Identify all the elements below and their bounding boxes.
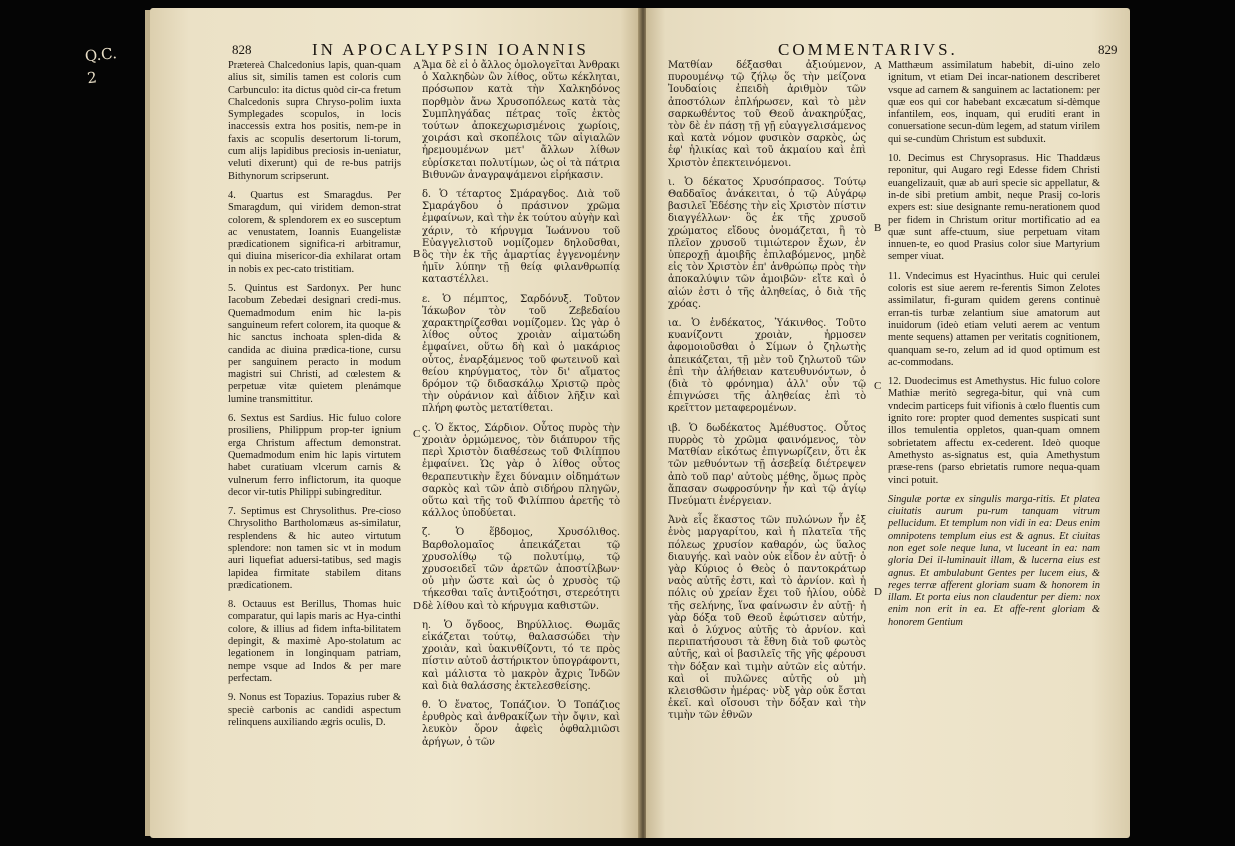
margin-letter-c: C (413, 428, 421, 440)
left-greek-paragraph: ε. Ὁ πέμπτος, Σαρδόνυξ. Τοῦτον Ἰάκωβον τὸν τοῦ Ζεβεδαίου χαρακτηρίζεσθαι νομίζομεν. Ὡς γὰρ ὁ λίθος οὗτος χροιὰν αἱματώδη ἐμφαίνει, οὕτω δὴ καὶ ὁ μακάριος οὗτος, ἐναρξάμενος τοῦ φωτεινοῦ καὶ θείου κηρύγματος, τὸν δι' αἵματος δρόμον τῷ διδασκάλῳ Χριστῷ πρὸς τὴν οὐράνιον καὶ ἀΐδιον λῆξιν καὶ πλήρη φωτὸς μετατίθεται. (422, 293, 620, 415)
left-latin-column (228, 60, 401, 736)
right-page (646, 8, 1130, 838)
left-latin-paragraph: 7. Septimus est Chrysolithus. Pre-cioso Chrysolitho Bartholomæus as-similatur, resplendens & hic auteo virtutum splendore: non tamen sic vt in modum auri liquefiat aduersi-tatibus, sed magis lapidea firmitate stabilem ditans prædicationem. (228, 506, 401, 591)
right-greek-paragraph: ι. Ὁ δέκατος Χρυσόπρασος. Τούτῳ Θαδδαῖος ἀνάκειται, ὁ τῷ Αὐγάρῳ βασιλεῖ Ἐδέσης τὴν εἰς Χριστὸν πίστιν διαγγέλλων· ὃς ἐκ τῆς χρυσοῦ χρώματος εἴδους ὀνομάζεται, ἢ τὸ πλεῖον χρυσοῦ τιμιώτερον ἔχων, ἐν ὑπεροχῇ ἀμοιβῆς ἐπιλαβόμενος, μηδὲ εἰς τὸν Χριστὸν ἐπ' ἀνθρώπῳ πρὸς τὴν ἀποκαλύψιν τῶν ἀμοιβῶν· εἴτε καὶ ὁ αἰών ἐστι ὁ τῆς ἀληθείας, ὁ διὰ τῆς χρόας. (668, 176, 866, 310)
right-greek-paragraph: ιβ. Ὁ δωδέκατος Ἀμέθυστος. Οὗτος πυρρὸς τὸ χρῶμα φαινόμενος, τὸν Ματθίαν εἰκότως ἐπιγνωρίζειν, ὅτι ἐκ τῶν μεθυόντων τῇ ἀσεβείᾳ διέτρεψεν ἀπὸ τοῦ παρ' αὐτοὺς μέθης, ὅμως πρὸς ἅπασαν σωφροσύνην ἦν καὶ τῷ ἁγίῳ Πνεύματι ἐνέργειαν. (668, 422, 866, 507)
right-latin-column (888, 60, 1100, 636)
left-greek-paragraph: δ. Ὁ τέταρτος Σμάραγδος. Διὰ τοῦ Σμαράγδου ὁ πράσινον χρῶμα ἐμφαίνων, καὶ τὴν ἐκ τούτου αὐγὴν καὶ χάριν, τὸ κήρυγμα Ἰωάννου τοῦ Εὐαγγελιστοῦ νομίζομεν δηλοῦσθαι, ὃς τὴν ἐκ τῆς ἁμαρτίας ἐγγενομένην ἡμῖν λύπην τῇ θείᾳ φιλανθρωπίᾳ καταστέλλει. (422, 189, 620, 286)
margin-letter-b: B (413, 248, 421, 260)
right-greek-paragraph: ια. Ὁ ἑνδέκατος, Ὑάκινθος. Τοῦτο κυανίζοντι χροιὰν, ἡρμοσεν ἀφομοιοῦσθαι ὁ Σίμων ὁ ζηλωτὴς ἀπεικάζεται, τῇ μὲν τοῦ ζηλωτοῦ τῶν ἐπὶ τὴν ἀλήθειαν κατευθυνόντων, ὁ (διὰ τὸ φρόνημα) ἀλλ' οὖν τῷ ἐπιγνώσει τῆς ἀληθείας ἐπὶ τὸ κρεῖττον μεταφερομένων. (668, 318, 866, 415)
left-latin-paragraph: 9. Nonus est Topazius. Topazius ruber & speciè carbonis ac candidi aspectum relinquens auxiliando ægris oculis, D. (228, 692, 401, 728)
right-running-head: COMMENTARIVS. (778, 40, 958, 59)
left-greek-paragraph: ζ. Ὁ ἕβδομος, Χρυσόλιθος. Βαρθολομαῖος ἀπεικάζεται τῷ χρυσολίθῳ τῷ πολυτίμῳ, τῷ χρυσοειδεῖ τῶν ἀρετῶν ἀποστίλβων· οὐ μὴν ὥστε καὶ ὡς ὁ χρυσὸς τῷ τήκεσθαι ταῖς ἀντιξοότησι, στερεότητι δὲ λίθου καὶ τὸ κήρυγμα καθιστῶν. (422, 527, 620, 612)
left-greek-paragraph: η. Ὁ ὄγδοος, Βηρύλλιος. Θωμᾶς εἰκάζεται τούτῳ, θαλασσώδει τὴν χροιὰν, καὶ ὑακινθίζοντι, τό τε πρὸς πίστιν αὐτοῦ ἀστήρικτον ὑπογράφοντι, καὶ μάλιστα τὸ μακρὸν ἄχρις Ἰνδῶν καὶ διὰ θαλάσσης ἐκτελεσθείσης. (422, 619, 620, 692)
left-latin-paragraph: 6. Sextus est Sardius. Hic fuluo colore prosiliens, Philippum prop-ter ignium erga Christum affectum demonstrat. Quemadmodum enim hic lapis virtutem habet curatiuam vlcerum carnis & vulnerum ferro inflictorum, ita quoque decor vir-tutis Philippi subingreditur. (228, 413, 401, 498)
right-latin-paragraph: Matthæum assimilatum habebit, di-uino zelo ignitum, vt etiam Dei incar-nationem describeret vsque ad carnem & sanguinem ac lactationem: per quæ eos qui cor habebant excæcatum si-dèmque infantilem, eos, inquam, qui eruditi erant in conuersatione secun-dùm legem, ad statum virilem qui se-cundùm Christum est subduxit. (888, 60, 1100, 145)
right-latin-paragraph: 10. Decimus est Chrysoprasus. Hic Thaddæus reponitur, qui Augaro regi Edesse fidem Christi euangelizauit, quæ ab auri specie sic appellatur, & in-de sibi pretium ambit, neque Prasij co-loris expers est: siue designante remu-nerationem quod per fidem in Christum oritur mortificatio ad ea quæ sunt affe-ctuum, siue perpetuam vitam innuen-te, eo quod Prasius color siue Martyrium semper viuat. (888, 153, 1100, 263)
left-latin-paragraph: 5. Quintus est Sardonyx. Per hunc Iacobum Zebedæi designari credi-mus. Quemadmodum enim hic la-pis sanguineum refert colorem, ita quoque & hic sanctus inchoata splen-dida & candida ac diuina prædica-tione, cursu per sanguinem peracto in modum magistri sui Christi, ad cœlestem & perpetuæ vitæ quietem plenámque lumine transmittitur. (228, 283, 401, 405)
left-running-head: IN APOCALYPSIN IOANNIS (312, 40, 589, 59)
right-latin-paragraph: 12. Duodecimus est Amethystus. Hic fuluo colore Mathiæ meritò segrega-bitur, qui vnà cum vndecim particeps fuit vifionis à cœlo fluentis cum ignito rore: propter quod dementes suspicati sunt illos temulentia oppletos, quan-quam omnem sobrietatem affectu ex-cederent. Ideò quoque Amethysto as-signatus est, quia Amethystum præse-rens (parso ebrietatis rumore nequa-quam vinci potuit. (888, 376, 1100, 486)
margin-letter-a: A (413, 60, 421, 72)
left-page-number: 828 (232, 42, 252, 57)
margin-letter-b: B (874, 222, 882, 234)
right-latin-paragraph: 11. Vndecimus est Hyacinthus. Huic qui cerulei coloris est siue aerem re-ferentis Simon Zelotes assimilatur, fi-guram quidem gerens continuè erran-tis turbæ zelantium siue amatorum aut inuidorum (ideò etiam veluti aerem ac ventum mente sequens) attamen per veritatis cognitionem, quanquam se-ro, zelum ad id quod optimum est ac-commodans. (888, 270, 1100, 368)
left-latin-paragraph: 8. Octauus est Berillus, Thomas huic comparatur, qui lapis maris ac Hya-cinthi colore, & illius ad fidem infta-bilitatem depingit, & maximè Apo-stolatum ac legationem in longinquam patriam, nempe vsque ad Indos & per mare perfectam. (228, 599, 401, 684)
right-greek-paragraph: Ἀνὰ εἷς ἕκαστος τῶν πυλώνων ἦν ἐξ ἑνὸς μαργαρίτου, καὶ ἡ πλατεῖα τῆς πόλεως χρυσίον καθαρόν, ὡς ὕαλος διαυγής. καὶ ναὸν οὐκ εἶδον ἐν αὐτῇ· ὁ γὰρ Κύριος ὁ Θεὸς ὁ παντοκράτωρ ναὸς αὐτῆς ἐστι, καὶ τὸ ἀρνίον. καὶ ἡ πόλις οὐ χρείαν ἔχει τοῦ ἡλίου, οὐδὲ τῆς σελήνης, ἵνα φαίνωσιν ἐν αὐτῇ· ἡ γὰρ δόξα τοῦ Θεοῦ ἐφώτισεν αὐτήν, καὶ ὁ λύχνος αὐτῆς τὸ ἀρνίον. καὶ περιπατήσουσι τὰ ἔθνη διὰ τοῦ φωτὸς αὐτῆς, καὶ οἱ βασιλεῖς τῆς γῆς φέρουσι τὴν δόξαν καὶ τιμὴν αὐτῶν εἰς αὐτήν. καὶ οἱ πυλῶνες αὐτῆς οὐ μὴ κλεισθῶσιν ἡμέρας· νὺξ γὰρ οὐκ ἔσται ἐκεῖ. καὶ οἴσουσι τὴν δόξαν καὶ τὴν τιμὴν τῶν ἐθνῶν (668, 515, 866, 722)
left-greek-column (422, 60, 620, 756)
right-latin-italic-verse: Singulæ portæ ex singulis marga-ritis. Et platea ciuitatis aurum pu-rum tanquam vitrum pellucidum. Et templum non vidi in ea: Deus enim omnipotens templum eius est & agnus. Et ciuitas non eget sole neque luna, vt luceant in ea: nam gloria Dei il-luminauit illam, & lucerna eius est agnus. Et ambulabunt Gentes per lucem eius, & reges terræ afferent gloriam suam & honorem in illam. Et porta eius non claudentur per diem: nox enim non erit in ea. Et affe-rent gloriam & honorem Gentium (888, 493, 1100, 628)
handwritten-note: Q.C. 2 (83, 44, 118, 88)
right-greek-column (668, 60, 866, 730)
left-greek-paragraph: Ἄμα δὲ εἰ ὁ ἄλλος ὁμολογεῖται Ἀνθρακι ὁ Χαλκηδὼν ὢν λίθος, οὕτω κέκληται, πρόσωπον κατὰ τὴν Χαλκηδόνος πορθμὸν ἄνω Χρυσοπόλεως κατὰ τὰς Συμπληγάδας πέτρας τοῖς ἐκτὸς τούτων ἀποκεχωρισμένοις χωρίοις, χοιράσι καὶ σκοπέλοις τῶν αἰγιαλῶν ἠρεμουμένων μετ' ἄλλων λίθων εὑρίσκεται πολυτίμων, ὡς οἱ τὰ πάτρια Βιθυνῶν ἀναγραψάμενοι εἰρήκασιν. (422, 60, 620, 181)
left-latin-paragraph: 4. Quartus est Smaragdus. Per Smaragdum, qui viridem demon-strat colorem, & splendorem ex eo susceptum ac venustatem, Ioannis Euangelistæ prædicationem significa-ri arbitramur, qui diuina misericor-dia exhilarat ortam in nobis ex pec-cato tristitiam. (228, 189, 401, 275)
left-greek-paragraph: ς. Ὁ ἕκτος, Σάρδιον. Οὗτος πυρὸς τὴν χροιὰν ὁρμώμενος, τὸν διάπυρον τῆς περὶ Χριστὸν διαθέσεως τοῦ Φιλίππου ἐμφαίνει. Ὡς γὰρ ὁ λίθος οὗτος θεραπευτικὴν ἔχει δύναμιν οἰδημάτων σαρκὸς καὶ τῶν ἀπὸ σιδήρου πληγῶν, οὕτω καὶ τῆς τοῦ Φιλίππου ἀρετῆς τὸ κάλλος ὑποδύεται. (422, 422, 620, 520)
margin-letter-d: D (874, 586, 882, 598)
margin-letter-a: A (874, 60, 882, 72)
right-page-number: 829 (1098, 42, 1118, 57)
left-latin-paragraph: Prætereà Chalcedonius lapis, quan-quam alius sit, similis tamen est coloris cum Carbunculo: ita dictus quòd cir-ca fretum Chalcedonis supra Chryso-polim iuxta Symplegades scopulos, in locis inaccessis extra hos positis, nem-pe in faxis ac scopulis desertorum li-torum, cum alijs lapidibus preciosis in-ueniatur, veluti dixerunt) qui de re-bus patrijs Bithynorum scripserunt. (228, 60, 401, 182)
left-page (150, 8, 640, 838)
margin-letter-c: C (874, 380, 882, 392)
right-greek-paragraph: Ματθίαν δέξασθαι ἀξιούμενον, πυρουμένῳ τῷ ζήλῳ ὅς τὴν μείζονα Ἰουδαίοις ἐπειδὴ ἀριθμὸν τῶν ἀποστόλων ἐπλήρωσεν, καὶ τὸ μὲν σαρκωθέντος τοῦ Θεοῦ ἀνακηρύξας, τὸν δὲ ἐν πάσῃ τῇ γῇ εὐαγγελισάμενος καὶ κατὰ νόμον φυσικὸν σαρκὸς, ὡς ἐφ' ἡλικίας καὶ τοῦ ἀκμαίου καὶ ἐπὶ Χριστὸν ἐπεκτεινόμενοι. (668, 60, 866, 169)
margin-letter-d: D (413, 600, 421, 612)
left-greek-paragraph: θ. Ὁ ἔνατος, Τοπάζιον. Ὁ Τοπάζιος ἐρυθρὸς καὶ ἀνθρακίζων τὴν ὄψιν, καὶ λευκὸν ὅρον ἀφεὶς ὀφθαλμιῶσι ἀρήγων, ὁ τῶν (422, 699, 620, 748)
